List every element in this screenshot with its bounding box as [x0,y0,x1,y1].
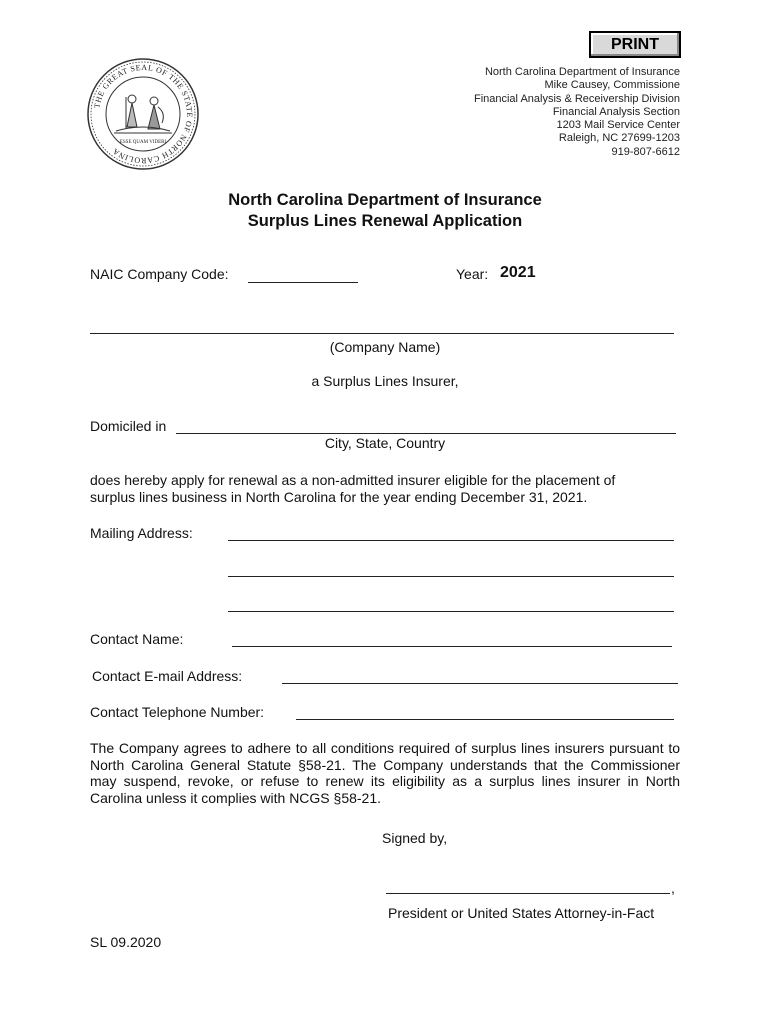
address-line: North Carolina Department of Insurance [484,66,680,78]
address-line: 919-807-6612 [611,145,680,158]
state-seal-icon [86,57,200,171]
address-line: Financial Analysis Section [552,105,680,118]
svg-text:THE GREAT SEAL OF THE STATE OF [92,63,194,165]
naic-label: NAIC Company Code: [90,266,229,282]
mailing-address-line-3[interactable] [228,611,674,612]
address-line: Financial Analysis & Receivership Division [473,92,680,105]
address-line: 1203 Mail Service Center [556,119,680,132]
contact-email-field[interactable] [282,683,678,684]
print-button[interactable]: PRINT [589,31,681,58]
year-field[interactable]: 2021 [500,264,536,281]
contact-name-field[interactable] [232,646,672,647]
signature-comma: , [671,880,675,896]
company-name-field[interactable] [90,333,674,334]
insurer-text: a Surplus Lines Insurer, [311,373,459,389]
contact-email-label: Contact E-mail Address: [92,668,243,684]
apply-text-line: surplus lines business in North Carolina for the year ending December 31, 2021. [90,489,588,505]
mailing-address-line-1[interactable] [228,540,674,541]
mailing-address-line-2[interactable] [228,576,674,577]
domiciled-label: Domiciled in [90,418,167,434]
department-address [474,66,680,159]
seal-motto: ESSE QUAM VIDERI [119,140,167,145]
address-line: Raleigh, NC 27699-1203 [558,132,680,145]
signature-field[interactable] [386,893,670,894]
contact-phone-field[interactable] [296,719,674,720]
domicile-field[interactable] [176,433,676,434]
contact-name-label: Contact Name: [90,631,184,647]
signer-caption: President or United States Attorney-in-Fact [388,905,655,921]
year-label: Year: [456,266,489,282]
seal-text: THE GREAT SEAL OF THE STATE OF NORTH CAROLINA [92,62,195,166]
agreement-text: The Company agrees to adhere to all conditions required of surplus lines insurers pursuant to North Carolina General Statute §58-21. The Company understands that the Commissioner may suspend, revoke, or refuse to renew its eligibility as a surplus lines insurer in North Carolina unless it complies with NCGS §58-21. [90,740,680,806]
form-code: SL 09.2020 [90,934,162,950]
signed-by-label: Signed by, [382,830,448,846]
apply-text-line: does hereby apply for renewal as a non-admitted insurer eligible for the placement of [90,472,616,488]
company-name-caption: (Company Name) [329,339,441,355]
naic-code-field[interactable] [248,282,358,283]
mailing-address-label: Mailing Address: [90,525,193,541]
page-subtitle: Surplus Lines Renewal Application [247,212,523,230]
address-line: Mike Causey, Commissione [544,79,680,92]
page-title: North Carolina Department of Insurance [228,191,542,209]
contact-phone-label: Contact Telephone Number: [90,704,265,720]
domicile-caption: City, State, Country [324,435,446,451]
